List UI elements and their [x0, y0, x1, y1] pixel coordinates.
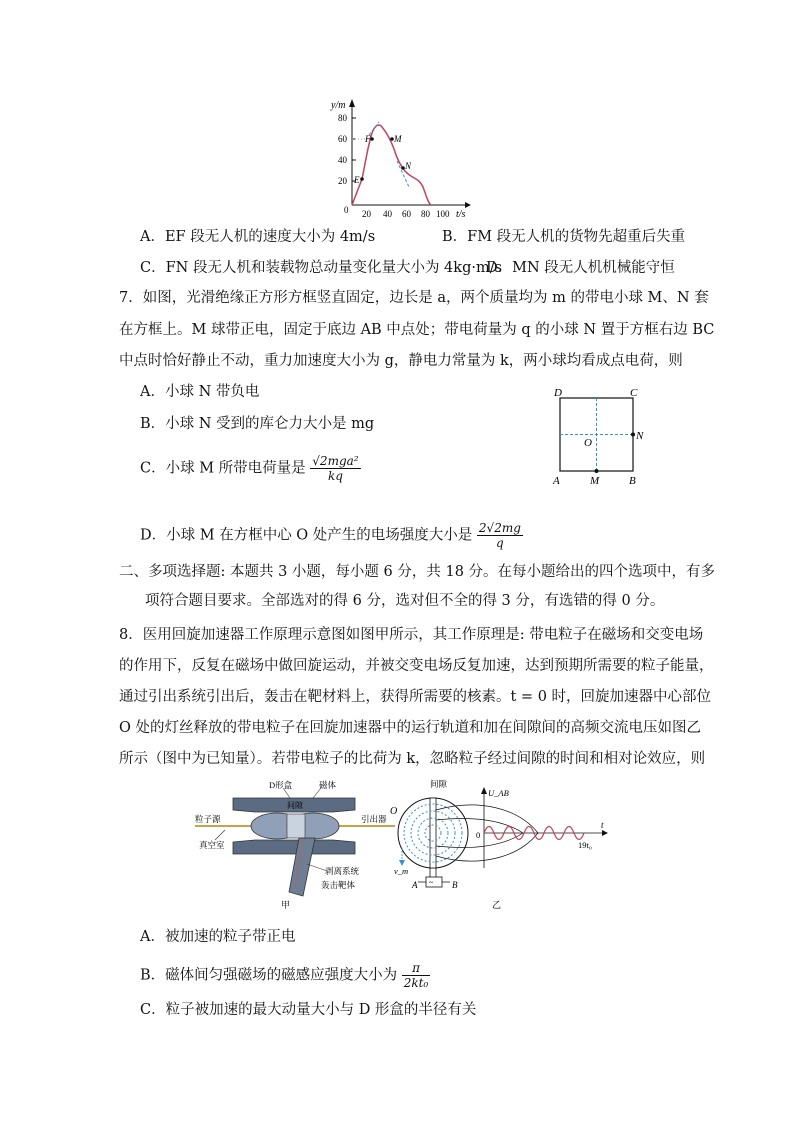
q7-option-c-denominator: kq	[327, 469, 343, 483]
q6-option-b: B．FM 段无人机的货物先超重后失重	[442, 229, 686, 245]
terminal-a-label: A	[412, 880, 418, 890]
q8-stem-line2: 的作用下，反复在磁场中做回旋运动，并被交变电场反复加速，达到预期所需要的粒子能量，	[119, 658, 714, 674]
q8-option-b-denominator: 2kt₀	[403, 976, 429, 990]
motion-curve	[352, 125, 431, 205]
q8-option-b	[140, 961, 430, 990]
t19-label: 19t₀	[578, 840, 592, 850]
corner-d-label: D	[554, 387, 562, 399]
magnet-label: 磁体	[319, 780, 337, 790]
origin-zero-label: 0	[476, 830, 481, 840]
label-m: M	[394, 134, 402, 144]
q7-option-c-numerator: √2mga²	[312, 454, 359, 468]
label-n: N	[405, 161, 412, 171]
q7-option-d-fraction	[477, 521, 523, 550]
q8-stem-line5: 所示（图中为已知量）。若带电粒子的比荷为 k，忽略粒子经过间隙的时间和相对论效应，则	[119, 751, 706, 767]
ytick-80: 80	[338, 113, 347, 123]
q7-option-d-denominator: q	[496, 536, 504, 550]
q7-option-d-numerator: 2√2mg	[478, 521, 521, 535]
ytick-60: 60	[338, 134, 347, 144]
stripping-system-label: 剥离系统	[325, 866, 360, 876]
q7-option-c	[140, 454, 361, 483]
xtick-80: 80	[421, 209, 430, 219]
q7-stem-line2: 在方框上。M 球带正电，固定于底边 AB 中点处；带电荷量为 q 的小球 N 置于方框右边 BC	[119, 322, 715, 338]
q8-option-a: A．被加速的粒子带正电	[140, 929, 296, 945]
xtick-40: 40	[383, 209, 392, 219]
q7-option-c-fraction	[310, 454, 360, 483]
q6-option-c: C．FN 段无人机和装载物总动量变化量大小为 4kg·m/s	[140, 260, 503, 276]
center-o-label: O	[584, 437, 592, 449]
q8-option-b-numerator: π	[402, 961, 431, 976]
ytick-40: 40	[338, 155, 347, 165]
q7-option-d-text: D．小球 M 在方框中心 O 处产生的电场强度大小是	[140, 527, 473, 544]
t-axis-label: t	[601, 820, 604, 830]
particle-source-label: 粒子源	[195, 814, 221, 824]
point-f	[370, 137, 374, 141]
q8-stem-line1: 8．医用回旋加速器工作原理示意图如图甲所示，其工作原理是: 带电粒子在磁场和交变电场	[119, 627, 704, 643]
q7-option-a: A．小球 N 带负电	[140, 384, 260, 400]
extractor-label: 引出器	[361, 814, 387, 824]
figure-yi-caption: 乙	[492, 900, 502, 910]
position-time-graph	[325, 95, 475, 220]
figure-yi-orbit-voltage	[388, 778, 610, 910]
gap-strip	[430, 798, 436, 868]
q7-stem-line3: 中点时恰好静止不动，重力加速度大小为 g，静电力常量为 k，两小球均看成点电荷，则	[119, 353, 683, 369]
y-axis-label: y/m	[331, 100, 346, 111]
figure-jia-cyclotron	[195, 778, 398, 910]
uab-label: U_AB	[488, 788, 509, 798]
ball-n	[631, 433, 635, 437]
terminal-b-label: B	[452, 880, 458, 890]
x-axis-label: t/s	[456, 209, 466, 220]
q7-option-d	[140, 521, 523, 550]
q6-option-d: D．MN 段无人机机械能守恒	[486, 260, 675, 276]
q7-option-c-text: C．小球 M 所带电荷量是	[140, 460, 306, 477]
ytick-20: 20	[338, 176, 347, 186]
point-e	[360, 177, 364, 181]
target-label: 轰击靶体	[321, 880, 356, 890]
ball-m	[595, 469, 599, 473]
q6-option-a: A．EF 段无人机的速度大小为 4m/s	[140, 229, 376, 245]
xtick-60: 60	[402, 209, 411, 219]
vm-label: v_m	[394, 866, 409, 876]
center-o-label: O	[390, 806, 398, 817]
label-f: F	[365, 134, 371, 144]
corner-b-label: B	[629, 475, 636, 487]
section2-line1: 二、多项选择题: 本题共 3 小题，每小题 6 分，共 18 分。在每小题给出的四个选项中，有多	[119, 564, 716, 580]
origin-label: 0	[344, 205, 349, 215]
gap-label: 间隙	[430, 779, 448, 789]
xtick-20: 20	[362, 209, 371, 219]
svg-text:~: ~	[429, 878, 434, 887]
figure-jia-caption: 甲	[281, 900, 291, 910]
point-m-label: M	[590, 475, 600, 487]
q7-stem-line1: 7．如图，光滑绝缘正方形方框竖直固定，边长是 a，两个质量均为 m 的带电小球 M、N 套	[119, 290, 709, 306]
q7-option-b: B．小球 N 受到的库仑力大小是 mg	[140, 416, 375, 432]
corner-a-label: A	[553, 475, 560, 487]
vacuum-chamber-label: 真空室	[199, 840, 225, 850]
q8-option-b-fraction	[402, 961, 431, 990]
label-e: E	[354, 175, 360, 185]
d-box-label: D形盒	[269, 780, 293, 790]
q8-option-b-text: B．磁体间匀强磁场的磁感应强度大小为	[140, 967, 398, 984]
q8-stem-line4: O 处的灯丝释放的带电粒子在回旋加速器中的运行轨道和加在间隙间的高频交流电压如图乙	[119, 720, 701, 736]
q8-option-c: C．粒子被加速的最大动量大小与 D 形盒的半径有关	[140, 1002, 477, 1018]
gap-region	[287, 814, 305, 838]
magnet-bottom	[233, 840, 355, 854]
q8-stem-line3: 通过引出系统引出后，轰击在靶材料上，获得所需要的核素。t = 0 时，回旋加速器中心部位	[119, 689, 712, 705]
square-frame-figure	[548, 384, 658, 489]
gap-label: 间隙	[287, 801, 303, 810]
xtick-100: 100	[436, 209, 450, 219]
corner-c-label: C	[630, 387, 638, 399]
point-n-label: N	[636, 430, 644, 442]
section2-line2: 项符合题目要求。全部选对的得 6 分，选对但不全的得 3 分，有选错的得 0 分。	[145, 593, 665, 609]
